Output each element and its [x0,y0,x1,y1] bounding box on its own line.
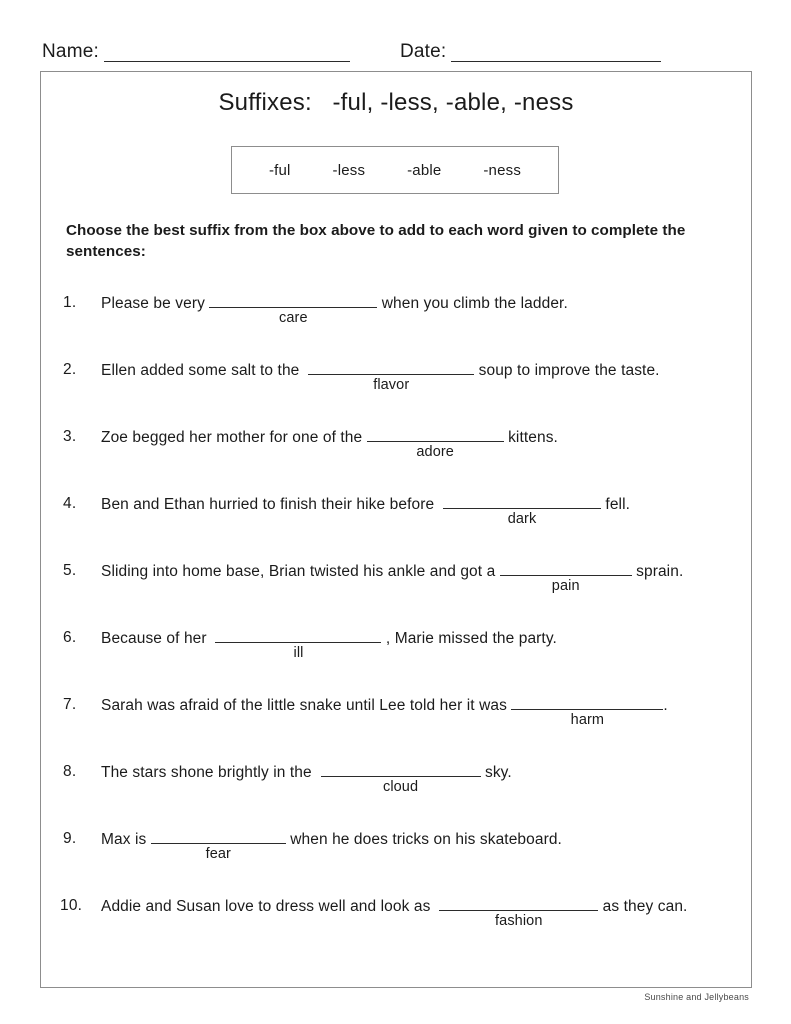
base-word-hint: dark [507,511,537,527]
base-word-hint: fashion [495,913,543,929]
suffix-option: -able [407,161,442,179]
answer-blank[interactable] [308,359,474,393]
question-text-before: Please be very [101,295,210,312]
name-field [42,41,350,62]
question-number: 6. [63,629,77,646]
answer-blank[interactable] [367,426,504,460]
base-word-hint: flavor [373,377,410,393]
question-item [41,292,751,359]
student-info-row [42,32,752,62]
base-word-hint: care [279,310,308,326]
answer-blank[interactable] [443,493,601,527]
base-word-hint: fear [205,846,231,862]
question-text-before: Ben and Ethan hurried to finish their hike before [101,496,444,513]
answer-blank[interactable] [151,828,286,862]
answer-blank[interactable] [209,292,377,326]
question-item [41,493,751,560]
question-item [41,560,751,627]
base-word-hint: harm [570,712,605,728]
question-number: 2. [63,361,77,378]
question-body [101,828,743,862]
question-body [101,292,743,326]
question-text-before: Sarah was afraid of the little snake until Lee told her it was [101,697,512,714]
question-text-before: Zoe begged her mother for one of the [101,429,367,446]
question-text-before: Because of her [101,630,216,647]
question-body [101,627,743,661]
question-item [41,761,751,828]
question-number: 9. [63,830,77,847]
question-text-before: Max is [101,831,151,848]
question-body [101,493,743,527]
question-item [41,359,751,426]
question-number: 3. [63,428,77,445]
date-write-line[interactable] [451,44,661,62]
question-number: 10. [60,897,83,914]
question-number: 5. [63,562,77,579]
answer-blank[interactable] [321,761,481,795]
question-text-after: sprain. [631,563,684,580]
question-text-after: fell. [601,496,631,513]
base-word-hint: cloud [382,779,419,795]
date-label: Date: [399,41,447,62]
question-text-after: as they can. [598,898,688,915]
base-word-hint: ill [293,645,304,661]
question-text-after: soup to improve the taste. [474,362,660,379]
question-text-after: kittens. [503,429,558,446]
question-body [101,895,743,929]
base-word-hint: adore [416,444,454,460]
question-number: 1. [63,294,77,311]
question-text-before: The stars shone brightly in the [101,764,321,781]
question-item [41,828,751,895]
question-text-after: sky. [480,764,512,781]
answer-blank[interactable] [500,560,632,594]
question-text-after: when you climb the ladder. [377,295,568,312]
question-number: 4. [63,495,77,512]
question-body [101,426,743,460]
suffix-option: -ful [268,161,291,179]
suffix-option: -less [332,161,366,179]
question-body [101,560,743,594]
question-number: 7. [63,696,77,713]
question-text-after: . [663,697,668,714]
question-body [101,359,743,393]
question-text-before: Addie and Susan love to dress well and look as [101,898,440,915]
question-text-before: Sliding into home base, Brian twisted his ankle and got a [101,563,500,580]
question-number: 8. [63,763,77,780]
base-word-hint: pain [551,578,580,594]
question-item [41,895,751,962]
answer-blank[interactable] [511,694,663,728]
credit-footer: Sunshine and Jellybeans [644,992,749,1002]
instructions-text: Choose the best suffix from the box above to add to each word given to complete the sentences: [66,222,686,260]
name-write-line[interactable] [104,44,350,62]
question-list [41,292,751,962]
date-field [400,41,661,62]
question-body [101,694,743,728]
answer-blank[interactable] [439,895,598,929]
question-text-after: , Marie missed the party. [381,630,557,647]
question-item [41,426,751,493]
page-title: Suffixes: -ful, -less, -able, -ness [218,89,574,116]
suffix-option: -ness [483,161,522,179]
question-text-before: Ellen added some salt to the [101,362,309,379]
answer-blank[interactable] [215,627,381,661]
question-text-after: when he does tricks on his skateboard. [285,831,562,848]
suffix-word-bank [231,146,559,194]
question-item [41,694,751,761]
question-item [41,627,751,694]
worksheet-sheet [40,71,752,988]
name-label: Name: [42,41,99,62]
question-body [101,761,743,795]
